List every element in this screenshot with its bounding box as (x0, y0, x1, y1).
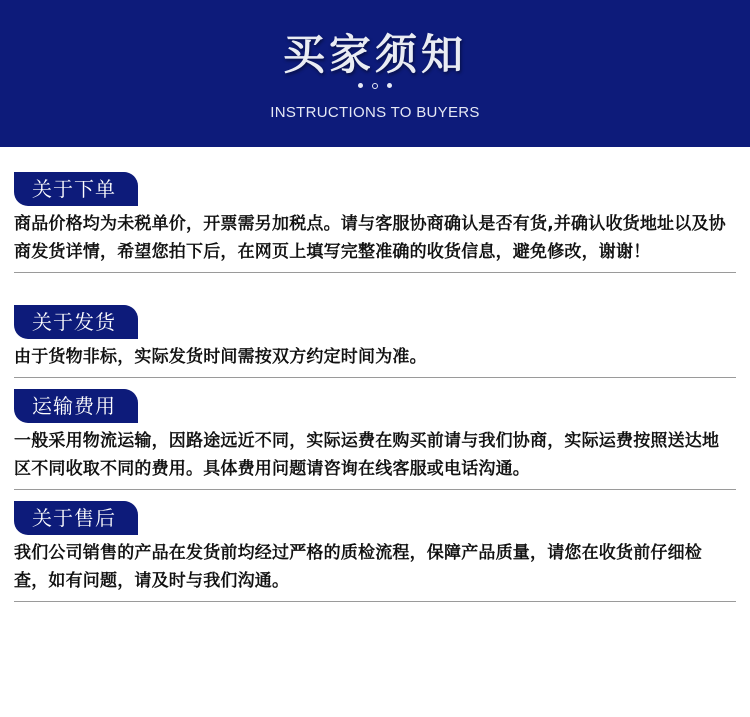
section-shipping (14, 305, 736, 378)
header-banner (0, 0, 750, 147)
decorative-dots (0, 83, 750, 89)
page-title: 买家须知 (282, 30, 467, 79)
dot-icon (358, 83, 363, 88)
section-freight (14, 389, 736, 490)
section-label: 关于下单 (14, 172, 138, 206)
divider (14, 272, 736, 273)
section-text: 商品价格均为未税单价，开票需另加税点。请与客服协商确认是否有货,并确认收货地址以及协商发货详情，希望您拍下后，在网页上填写完整准确的收货信息，避免修改，谢谢！ (14, 214, 726, 262)
page-subtitle: INSTRUCTIONS TO BUYERS (270, 104, 480, 121)
divider (14, 489, 736, 490)
section-label: 关于发货 (14, 305, 138, 339)
section-text: 一般采用物流运输，因路途远近不同，实际运费在购买前请与我们协商，实际运费按照送达地区不同收取不同的费用。具体费用问题请咨询在线客服或电话沟通。 (14, 431, 720, 479)
section-ordering (14, 172, 736, 273)
section-text: 由于货物非标，实际发货时间需按双方约定时间为准。 (14, 347, 427, 367)
section-label: 关于售后 (14, 501, 138, 535)
section-after-sales (14, 501, 736, 602)
dot-icon (387, 83, 392, 88)
section-label: 运输费用 (14, 389, 138, 423)
hollow-dot-icon (372, 83, 378, 89)
divider (14, 377, 736, 378)
divider (14, 601, 736, 602)
section-text: 我们公司销售的产品在发货前均经过严格的质检流程，保障产品质量，请您在收货前仔细检查，如有问题，请及时与我们沟通。 (14, 543, 702, 591)
